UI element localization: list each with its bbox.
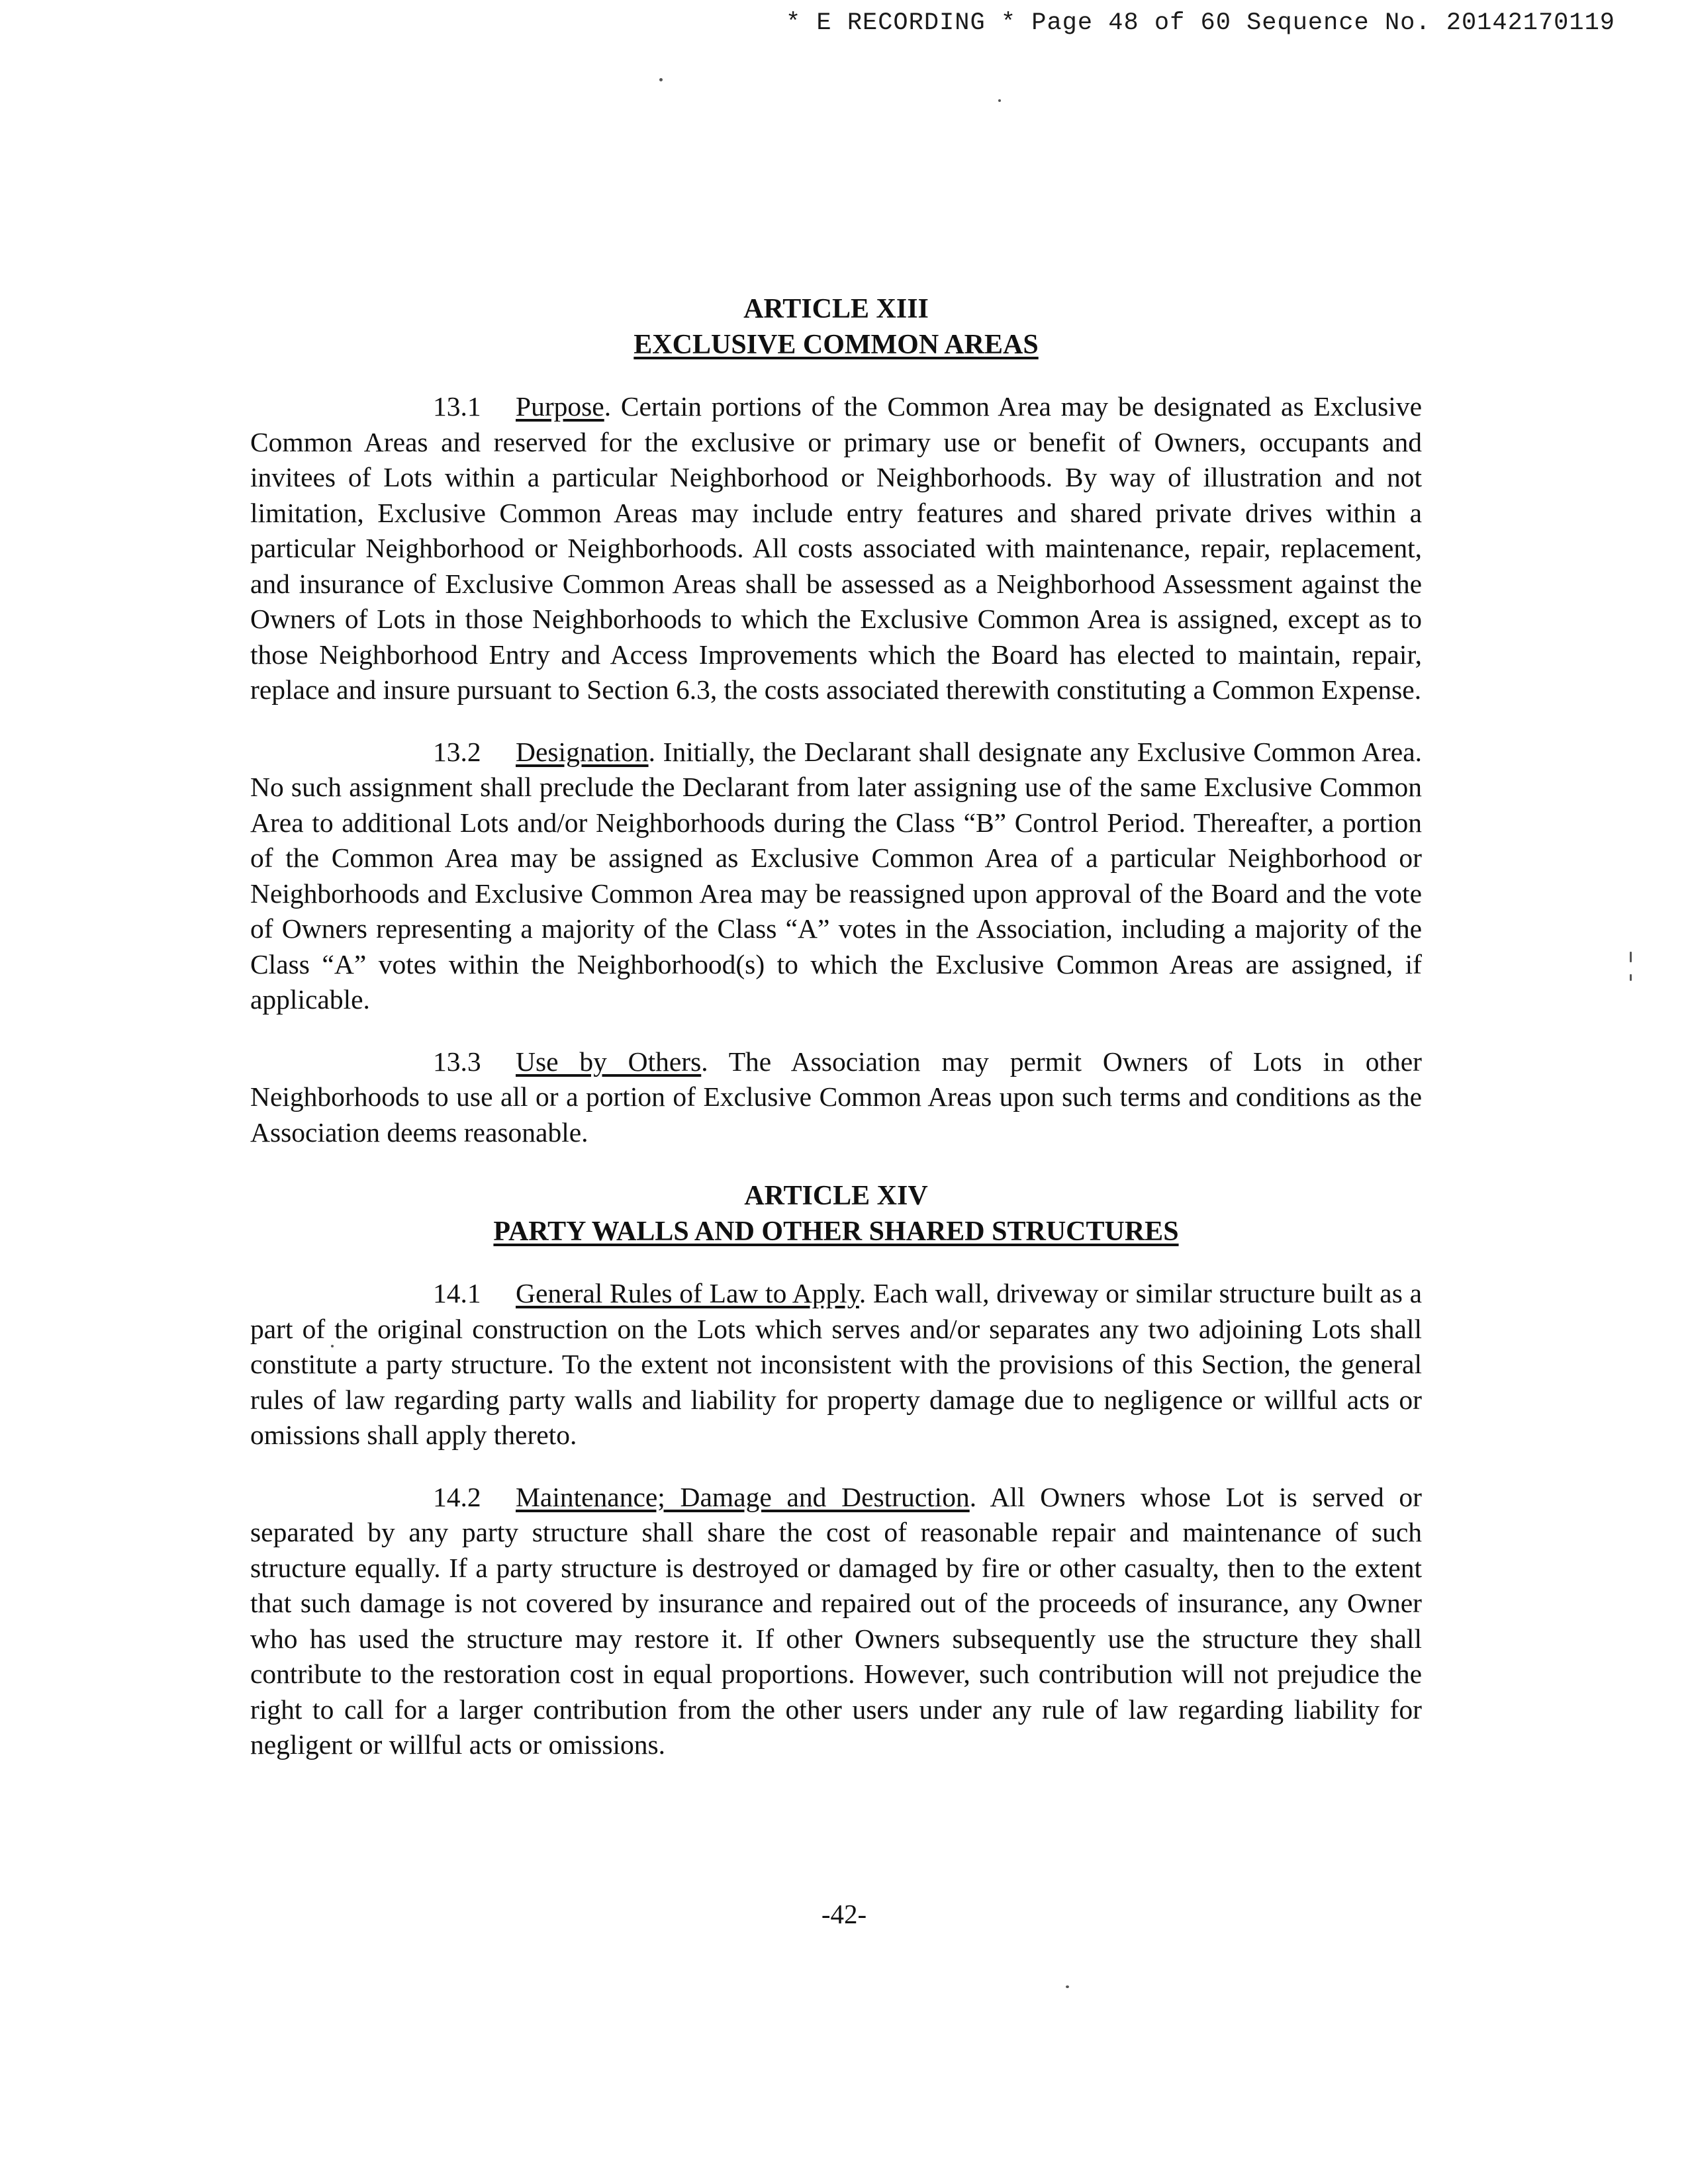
- section-13-3: 13.3 Use by Others. The Association may permit Owners of Lots in other Neighborhoods to use all or a portion of Exclusive Common Areas upon such terms and conditions as the Association deems reasonable.: [250, 1044, 1422, 1151]
- section-title: Maintenance; Damage and Destruction: [516, 1481, 970, 1512]
- scan-speck: [659, 78, 663, 81]
- section-13-1: 13.1 Purpose. Certain portions of the Common Area may be designated as Exclusive Common Areas and reserved for the exclusive or primary use or benefit of Owners, occupants and invitees of Lots within a particular Neighborhood or Neighborhoods. By way of illustration and not limitation, Exclusive Common Areas may include entry features and shared private drives within a particular Neighborhood or Neighborhoods. All costs associated with maintenance, repair, replacement, and insurance of Exclusive Common Areas shall be assessed as a Neighborhood Assessment against the Owners of Lots in those Neighborhoods to which the Exclusive Common Area is assigned, except as to those Neighborhood Entry and Access Improvements which the Board has elected to maintain, repair, replace and insure pursuant to Section 6.3, the costs associated therewith constituting a Common Expense.: [250, 389, 1422, 708]
- page-number: -42-: [821, 1899, 867, 1929]
- section-body: Each wall, driveway or similar structure built as a part of the original construction on the Lots which serves and/or separates any two adjoining Lots shall constitute a party structure. To the extent not inconsistent with the provisions of this Section, the general rules of law regarding party walls and liability for property damage due to negligence or willful acts or omissions shall apply thereto.: [250, 1278, 1423, 1450]
- document-body: [250, 291, 1422, 1763]
- section-number: 13.1: [433, 391, 481, 422]
- article-14-heading: [250, 1178, 1422, 1250]
- article-13-number: ARTICLE XIII: [743, 294, 929, 324]
- article-14-title: PARTY WALLS AND OTHER SHARED STRUCTURES: [493, 1216, 1179, 1247]
- section-number: 13.3: [433, 1046, 481, 1077]
- section-title: General Rules of Law to Apply: [516, 1278, 859, 1308]
- scan-speck: [1630, 974, 1632, 981]
- article-13-heading: [250, 291, 1422, 363]
- section-number: 14.1: [433, 1278, 481, 1308]
- section-number: 13.2: [433, 736, 481, 767]
- scan-speck: [1630, 952, 1632, 962]
- section-title: Designation: [516, 736, 649, 767]
- section-number: 14.2: [433, 1481, 481, 1512]
- article-14-number: ARTICLE XIV: [744, 1181, 928, 1211]
- section-body: Initially, the Declarant shall designate any Exclusive Common Area. No such assignment shall preclude the Declarant from later assigning use of the same Exclusive Common Area to additional Lots and/or Neighborhoods during the Class “B” Control Period. Thereafter, a portion of the Common Area may be assigned as Exclusive Common Area of a particular Neighborhood or Neighborhoods and Exclusive Common Area may be reassigned upon approval of the Board and the vote of Owners representing a majority of the Class “A” votes in the Association, including a majority of the Class “A” votes within the Neighborhood(s) to which the Exclusive Common Areas are assigned, if applicable.: [250, 736, 1423, 1015]
- section-body: All Owners whose Lot is served or separated by any party structure shall share the cost of reasonable repair and maintenance of such structure equally. If a party structure is destroyed or damaged by fire or other casualty, then to the extent that such damage is not covered by insurance and repaired out of the proceeds of insurance, any Owner who has used the structure may restore it. If other Owners subsequently use the structure they shall contribute to the restoration cost in equal proportions. However, such contribution will not prejudice the right to call for a larger contribution from the other users under any rule of law regarding liability for negligent or willful acts or omissions.: [250, 1481, 1422, 1760]
- article-13-title: EXCLUSIVE COMMON AREAS: [633, 330, 1039, 360]
- scan-speck: [998, 99, 1001, 102]
- section-13-2: 13.2 Designation. Initially, the Declarant shall designate any Exclusive Common Area. No such assignment shall preclude the Declarant from later assigning use of the same Exclusive Common Area to additional Lots and/or Neighborhoods during the Class “B” Control Period. Thereafter, a portion of the Common Area may be assigned as Exclusive Common Area of a particular Neighborhood or Neighborhoods and Exclusive Common Area may be reassigned upon approval of the Board and the vote of Owners representing a majority of the Class “A” votes in the Association, including a majority of the Class “A” votes within the Neighborhood(s) to which the Exclusive Common Areas are assigned, if applicable.: [250, 735, 1422, 1018]
- section-14-1: 14.1 General Rules of Law to Apply. Each wall, driveway or similar structure built as a part of the original construction on the Lots which serves and/or separates any two adjoining Lots shall constitute a party structure. To the extent not inconsistent with the provisions of this Section, the general rules of law regarding party walls and liability for property damage due to negligence or willful acts or omissions shall apply thereto.: [250, 1276, 1422, 1453]
- scan-speck: [1066, 1985, 1069, 1988]
- section-title: Purpose: [516, 391, 604, 422]
- section-14-2: 14.2 Maintenance; Damage and Destruction. All Owners whose Lot is served or separated by any party structure shall share the cost of reasonable repair and maintenance of such structure equally. If a party structure is destroyed or damaged by fire or other casualty, then to the extent that such damage is not covered by insurance and repaired out of the proceeds of insurance, any Owner who has used the structure may restore it. If other Owners subsequently use the structure they shall contribute to the restoration cost in equal proportions. However, such contribution will not prejudice the right to call for a larger contribution from the other users under any rule of law regarding liability for negligent or willful acts or omissions.: [250, 1480, 1422, 1763]
- section-body: Certain portions of the Common Area may be designated as Exclusive Common Areas and reserved for the exclusive or primary use or benefit of Owners, occupants and invitees of Lots within a particular Neighborhood or Neighborhoods. By way of illustration and not limitation, Exclusive Common Areas may include entry features and shared private drives within a particular Neighborhood or Neighborhoods. All costs associated with maintenance, repair, replacement, and insurance of Exclusive Common Areas shall be assessed as a Neighborhood Assessment against the Owners of Lots in those Neighborhoods to which the Exclusive Common Area is assigned, except as to those Neighborhood Entry and Access Improvements which the Board has elected to maintain, repair, replace and insure pursuant to Section 6.3, the costs associated therewith constituting a Common Expense.: [250, 391, 1423, 705]
- section-title: Use by Others: [516, 1046, 702, 1077]
- recording-stamp: * E RECORDING * Page 48 of 60 Sequence No. 20142170119: [786, 9, 1615, 37]
- section-body: The Association may permit Owners of Lots in other Neighborhoods to use all or a portion of Exclusive Common Areas upon such terms and conditions as the Association deems reasonable.: [250, 1046, 1422, 1148]
